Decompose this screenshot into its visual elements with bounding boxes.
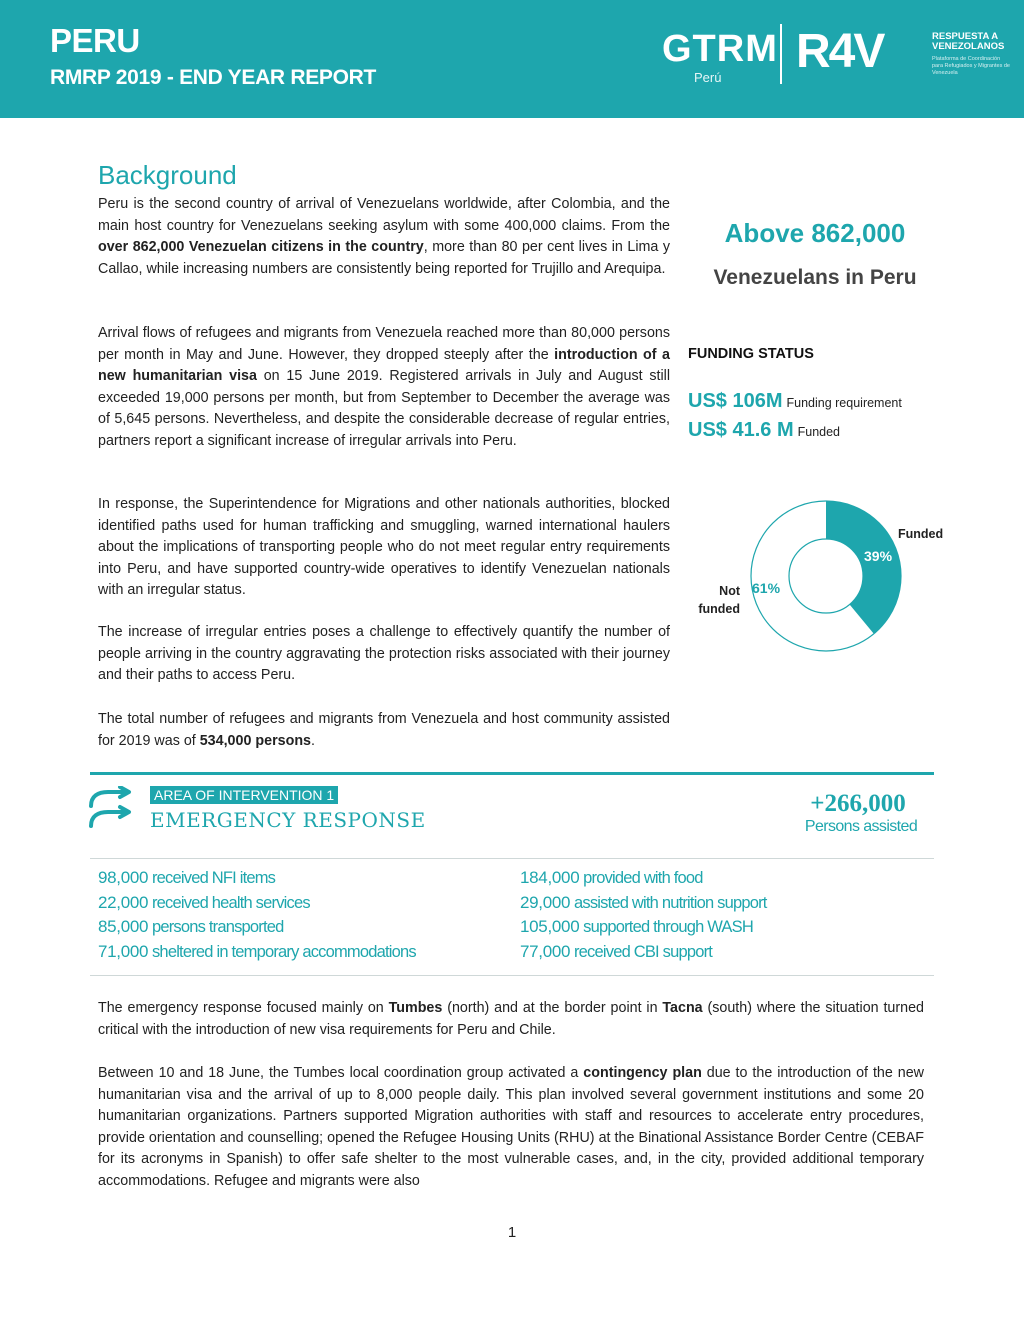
funded-label: Funded — [797, 425, 841, 439]
achievement-number: 77,000 — [520, 941, 571, 961]
funded-row — [688, 419, 840, 442]
funded-amount: US$ 41.6 M — [688, 419, 794, 441]
persons-assisted-label: Persons assisted — [804, 818, 918, 835]
achievement-text: received CBI support — [570, 942, 713, 961]
funding-donut-chart — [748, 498, 904, 654]
venezuelans-count-label: Venezuelans in Peru — [713, 266, 917, 289]
donut-hole — [789, 539, 863, 613]
bold-text: over 862,000 Venezuelan citizens in the country — [98, 239, 424, 255]
achievement-number: 29,000 — [520, 892, 571, 912]
text-run: In response, the Superintendence for Migrations and other nationals authorities, blocked identified paths used for human trafficking and smuggling, warned international haulers about the implications of transporting people who do not meet regular entry requirements into Peru, and have supported country-wide operatives to identify Venezuelan nationals with an irregular status. — [98, 496, 670, 598]
achievement-text: persons transported — [148, 918, 284, 936]
text-run: The emergency response focused mainly on — [98, 1000, 389, 1016]
achievement-text: received health services — [148, 893, 310, 912]
achievement-number: 85,000 — [98, 917, 149, 936]
funding-requirement-label: Funding requirement — [786, 396, 902, 410]
achievement-number: 105,000 — [520, 917, 580, 936]
background-paragraph-5 — [98, 709, 670, 752]
achievement-text: assisted with nutrition support — [570, 893, 767, 912]
text-run: The total number of refugees and migrants from Venezuela and host community assisted for 2019 was of — [98, 711, 670, 749]
emergency-paragraph-1 — [98, 998, 924, 1041]
page-number: 1 — [507, 1224, 517, 1241]
bold-text: 534,000 persons — [199, 732, 312, 749]
bold-text: Tacna — [662, 1000, 703, 1016]
donut-not-funded-percent: 61% — [752, 580, 781, 596]
achievement-item — [98, 868, 275, 888]
donut-funded-percent: 39% — [864, 548, 893, 564]
achievement-item — [98, 942, 416, 962]
r4v-logo-text: RESPUESTA A VENEZOLANOS — [932, 31, 1005, 52]
achievement-number: 71,000 — [98, 941, 149, 961]
gtrm-logo-subtitle: Perú — [694, 70, 722, 85]
achievement-number: 184,000 — [520, 868, 580, 887]
achievement-text: supported through WASH — [579, 918, 753, 936]
donut-funded-legend: Funded — [898, 527, 944, 541]
background-paragraph-4 — [98, 622, 670, 687]
achievement-item — [520, 942, 712, 962]
achievement-item — [98, 917, 284, 937]
country-title: PERU — [50, 22, 140, 59]
text-run: Arrival flows of refugees and migrants from Venezuela reached more than 80,000 persons per month in May and June. However, they dropped steeply after the — [98, 325, 670, 363]
achievement-item — [520, 868, 703, 888]
logo-divider — [780, 24, 782, 84]
achievement-item — [520, 917, 753, 937]
text-run: , more than 80 per cent lives in Lima y Callao, while increasing numbers are consistently being reported for Trujillo and Arequipa. — [98, 239, 670, 277]
achievement-text: received NFI items — [148, 869, 276, 887]
achievements-rule-top — [90, 858, 934, 859]
gtrm-logo: GTRM — [662, 28, 778, 70]
background-paragraph-1 — [98, 194, 670, 280]
intervention-area-tag: AREA OF INTERVENTION 1 — [150, 786, 338, 804]
emergency-paragraph-2 — [98, 1063, 924, 1192]
r4v-logo-tagline: Plataforma de Coordinación para Refugiados y Migrantes de Venezuela — [932, 56, 1010, 76]
persons-assisted-count: +266,000 — [810, 790, 906, 817]
achievement-item — [520, 893, 767, 913]
background-heading: Background — [98, 160, 237, 190]
funding-requirement-amount: US$ 106M — [688, 390, 783, 412]
background-paragraph-3 — [98, 494, 670, 602]
achievement-text: provided with food — [579, 869, 703, 887]
text-run: on 15 June 2019. Registered arrivals in July and August still exceeded 19,000 persons per month, but from September to December the average was of 5,645 persons. Nevertheless, and despite the considerable decrease of regular entries, partners report a significant increase of irregular arrivals into Peru. — [98, 368, 670, 449]
text-run: Peru is the second country of arrival of Venezuelans worldwide, after Colombia, and the main host country for Venezuelans seeking asylum with some 400,000 claims. From the — [98, 196, 670, 234]
achievements-rule-bottom — [90, 975, 934, 976]
header-banner — [0, 0, 1024, 118]
intervention-title: EMERGENCY RESPONSE — [150, 808, 426, 832]
text-run: . — [311, 732, 315, 749]
text-run: due to the introduction of the new humanitarian visa and the arrival of up to 8,000 people daily. This plan involved several government institutions and some 20 humanitarian organizations. Partners supported Migration authorities with staff and resources to accelerate entry procedures, provide orientation and counselling; opened the Refugee Housing Units (RHU) at the Binational Assistance Border Centre (CEBAF for its acronyms in Spanish) to offer safe shelter to the most vulnerable cases, and, in the city, provided additional temporary accommodations. Refugee and migrants were also — [98, 1065, 924, 1189]
achievement-text: sheltered in temporary accommodations — [148, 942, 416, 961]
background-paragraph-2 — [98, 323, 670, 452]
achievement-item — [98, 893, 310, 913]
text-run: (south) where the situation turned critical with the introduction of new visa requirements for Peru and Chile. — [98, 1000, 924, 1038]
text-run: (north) and at the border point in — [442, 1000, 663, 1016]
text-run: Between 10 and 18 June, the Tumbes local coordination group activated a — [98, 1065, 584, 1081]
text-run: The increase of irregular entries poses a challenge to effectively quantify the number of people arriving in the country aggravating the protection risks associated with their journey and their paths to access Peru. — [98, 624, 670, 683]
section-rule-top — [90, 772, 934, 775]
bold-text: Tumbes — [388, 1000, 443, 1016]
funding-status-heading: FUNDING STATUS — [688, 346, 814, 362]
achievement-number: 22,000 — [98, 892, 149, 912]
bold-text: introduction of a new humanitarian visa — [98, 346, 670, 384]
r4v-logo: R4V — [796, 25, 884, 78]
achievement-number: 98,000 — [98, 868, 149, 887]
donut-not-funded-legend: Not funded — [698, 584, 740, 616]
funding-requirement-row — [688, 390, 902, 413]
venezuelans-count: Above 862,000 — [724, 218, 906, 248]
bold-text: contingency plan — [583, 1065, 702, 1081]
report-subtitle: RMRP 2019 - END YEAR REPORT — [50, 66, 377, 89]
arrows-icon — [88, 786, 134, 830]
